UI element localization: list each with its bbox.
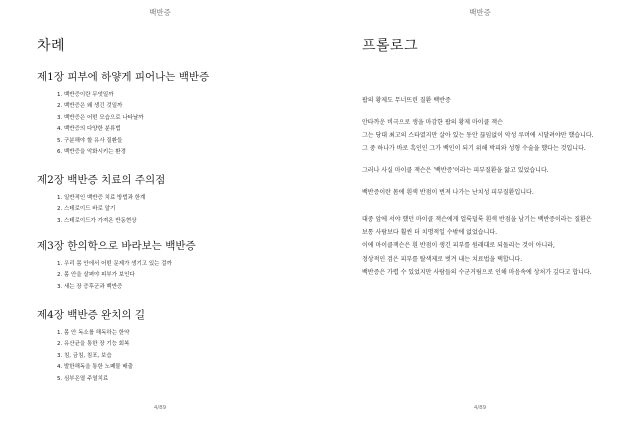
toc-item[interactable]: 2. 유산균을 통한 장 기능 회복 xyxy=(57,341,130,348)
paragraph: 정상적인 검은 피부를 탈색제로 벗겨 내는 치료법을 택합니다. xyxy=(362,255,523,263)
chapter-title[interactable]: 제4장 백반증 완치의 길 xyxy=(37,309,145,321)
chapter-title[interactable]: 제1장 피부에 하얗게 피어나는 백반증 xyxy=(37,71,210,83)
toc-chapter xyxy=(37,308,307,385)
toc-items xyxy=(37,193,307,227)
toc-items xyxy=(37,90,307,158)
paragraph: 백반증은 가렵 수 있었지만 사람들의 수군거림으로 인해 마음속에 상처가 깊다고 합니다. xyxy=(362,268,592,276)
page-heading: 프롤로그 xyxy=(362,38,419,54)
toc-item[interactable]: 1. 몸 안 독소를 해독하는 한약 xyxy=(57,330,130,336)
paragraph: 그는 당대 최고의 스타였지만 살아 있는 동안 끊임없이 악성 루머에 시달려야만 했습니다. xyxy=(362,132,594,139)
toc-item[interactable]: 3. 스테로이드가 가져온 반동현상 xyxy=(57,217,137,224)
paragraph: 백반증이란 몸에 흰색 반점이 번져 나가는 난치성 피부질환입니다. xyxy=(362,188,534,196)
toc-item[interactable]: 2. 스테로이드 바로 알기 xyxy=(57,206,116,213)
paragraph: 이에 마이클잭슨은 흰 반점이 생긴 피부를 원래대로 되돌리는 것이 아니라, xyxy=(362,242,555,250)
running-head: 백반증 xyxy=(469,8,491,17)
toc-chapter xyxy=(37,239,307,293)
toc-item[interactable]: 4. 발한해독을 통한 노폐물 배출 xyxy=(57,364,133,371)
toc-item[interactable]: 1. 우리 몸 안에서 어떤 문제가 생기고 있는 걸까 xyxy=(57,261,172,267)
toc-item[interactable]: 1. 일반적인 백반증 치료 방법과 한계 xyxy=(57,195,146,201)
toc-item[interactable]: 5. 구분해야 할 유사 질환들 xyxy=(57,137,123,144)
toc-item[interactable]: 2. 몸 안을 살펴야 피부가 보인다 xyxy=(57,272,135,279)
toc-item[interactable]: 3. 백반증은 어떤 모습으로 나타날까 xyxy=(57,114,144,121)
paragraph: 그 중 하나가 바로 흑인인 그가 백인이 되기 위해 박피와 성형 수술을 했다는 것입니다. xyxy=(362,145,586,153)
chapter-title[interactable]: 제3장 한의학으로 바라보는 백반증 xyxy=(37,240,196,252)
page-heading: 차례 xyxy=(37,38,66,54)
paragraph: 대중 앞에 서야 했던 마이클 잭슨에게 얼룩덜룩 흰색 반점을 남기는 백반증이라는 질환은 xyxy=(362,216,592,223)
page-number: 4/89 xyxy=(153,405,167,411)
toc-item[interactable]: 3. 침, 금침, 침포, 보습 xyxy=(57,352,112,359)
toc-chapter xyxy=(37,70,307,158)
toc-items xyxy=(37,328,307,385)
toc-chapter xyxy=(37,173,307,227)
paragraph: 그러나 사실 마이클 잭슨은 '백반증'이라는 피부질환을 앓고 있었습니다. xyxy=(362,167,549,174)
toc-item[interactable]: 2. 백반증은 왜 생긴 것일까 xyxy=(57,103,123,110)
toc-items xyxy=(37,259,307,293)
right-page xyxy=(320,0,640,427)
toc-item[interactable]: 3. 새는 장 증후군과 백반증 xyxy=(57,283,123,290)
running-head: 백반증 xyxy=(149,8,171,17)
toc-item[interactable]: 5. 심부온열 주열치료 xyxy=(57,375,109,382)
toc-item[interactable]: 1. 백반증이란 무엇일까 xyxy=(57,92,114,98)
prologue-body xyxy=(362,94,602,279)
page-number: 4/89 xyxy=(473,405,487,411)
paragraph: 팝의 황제도 무너뜨린 질환 백반증 xyxy=(362,97,451,104)
paragraph: 안타까운 비극으로 생을 마감한 팝의 황제 마이클 잭슨 xyxy=(362,118,503,126)
toc-item[interactable]: 6. 백반증을 악화시키는 환경 xyxy=(57,149,126,156)
toc-item[interactable]: 4. 백반증의 다양한 분류법 xyxy=(57,126,121,133)
chapter-title[interactable]: 제2장 백반증 치료의 주의점 xyxy=(37,174,166,186)
paragraph: 보통 사람보다 훨씬 더 치명적일 수밖에 없었습니다. xyxy=(362,229,498,237)
